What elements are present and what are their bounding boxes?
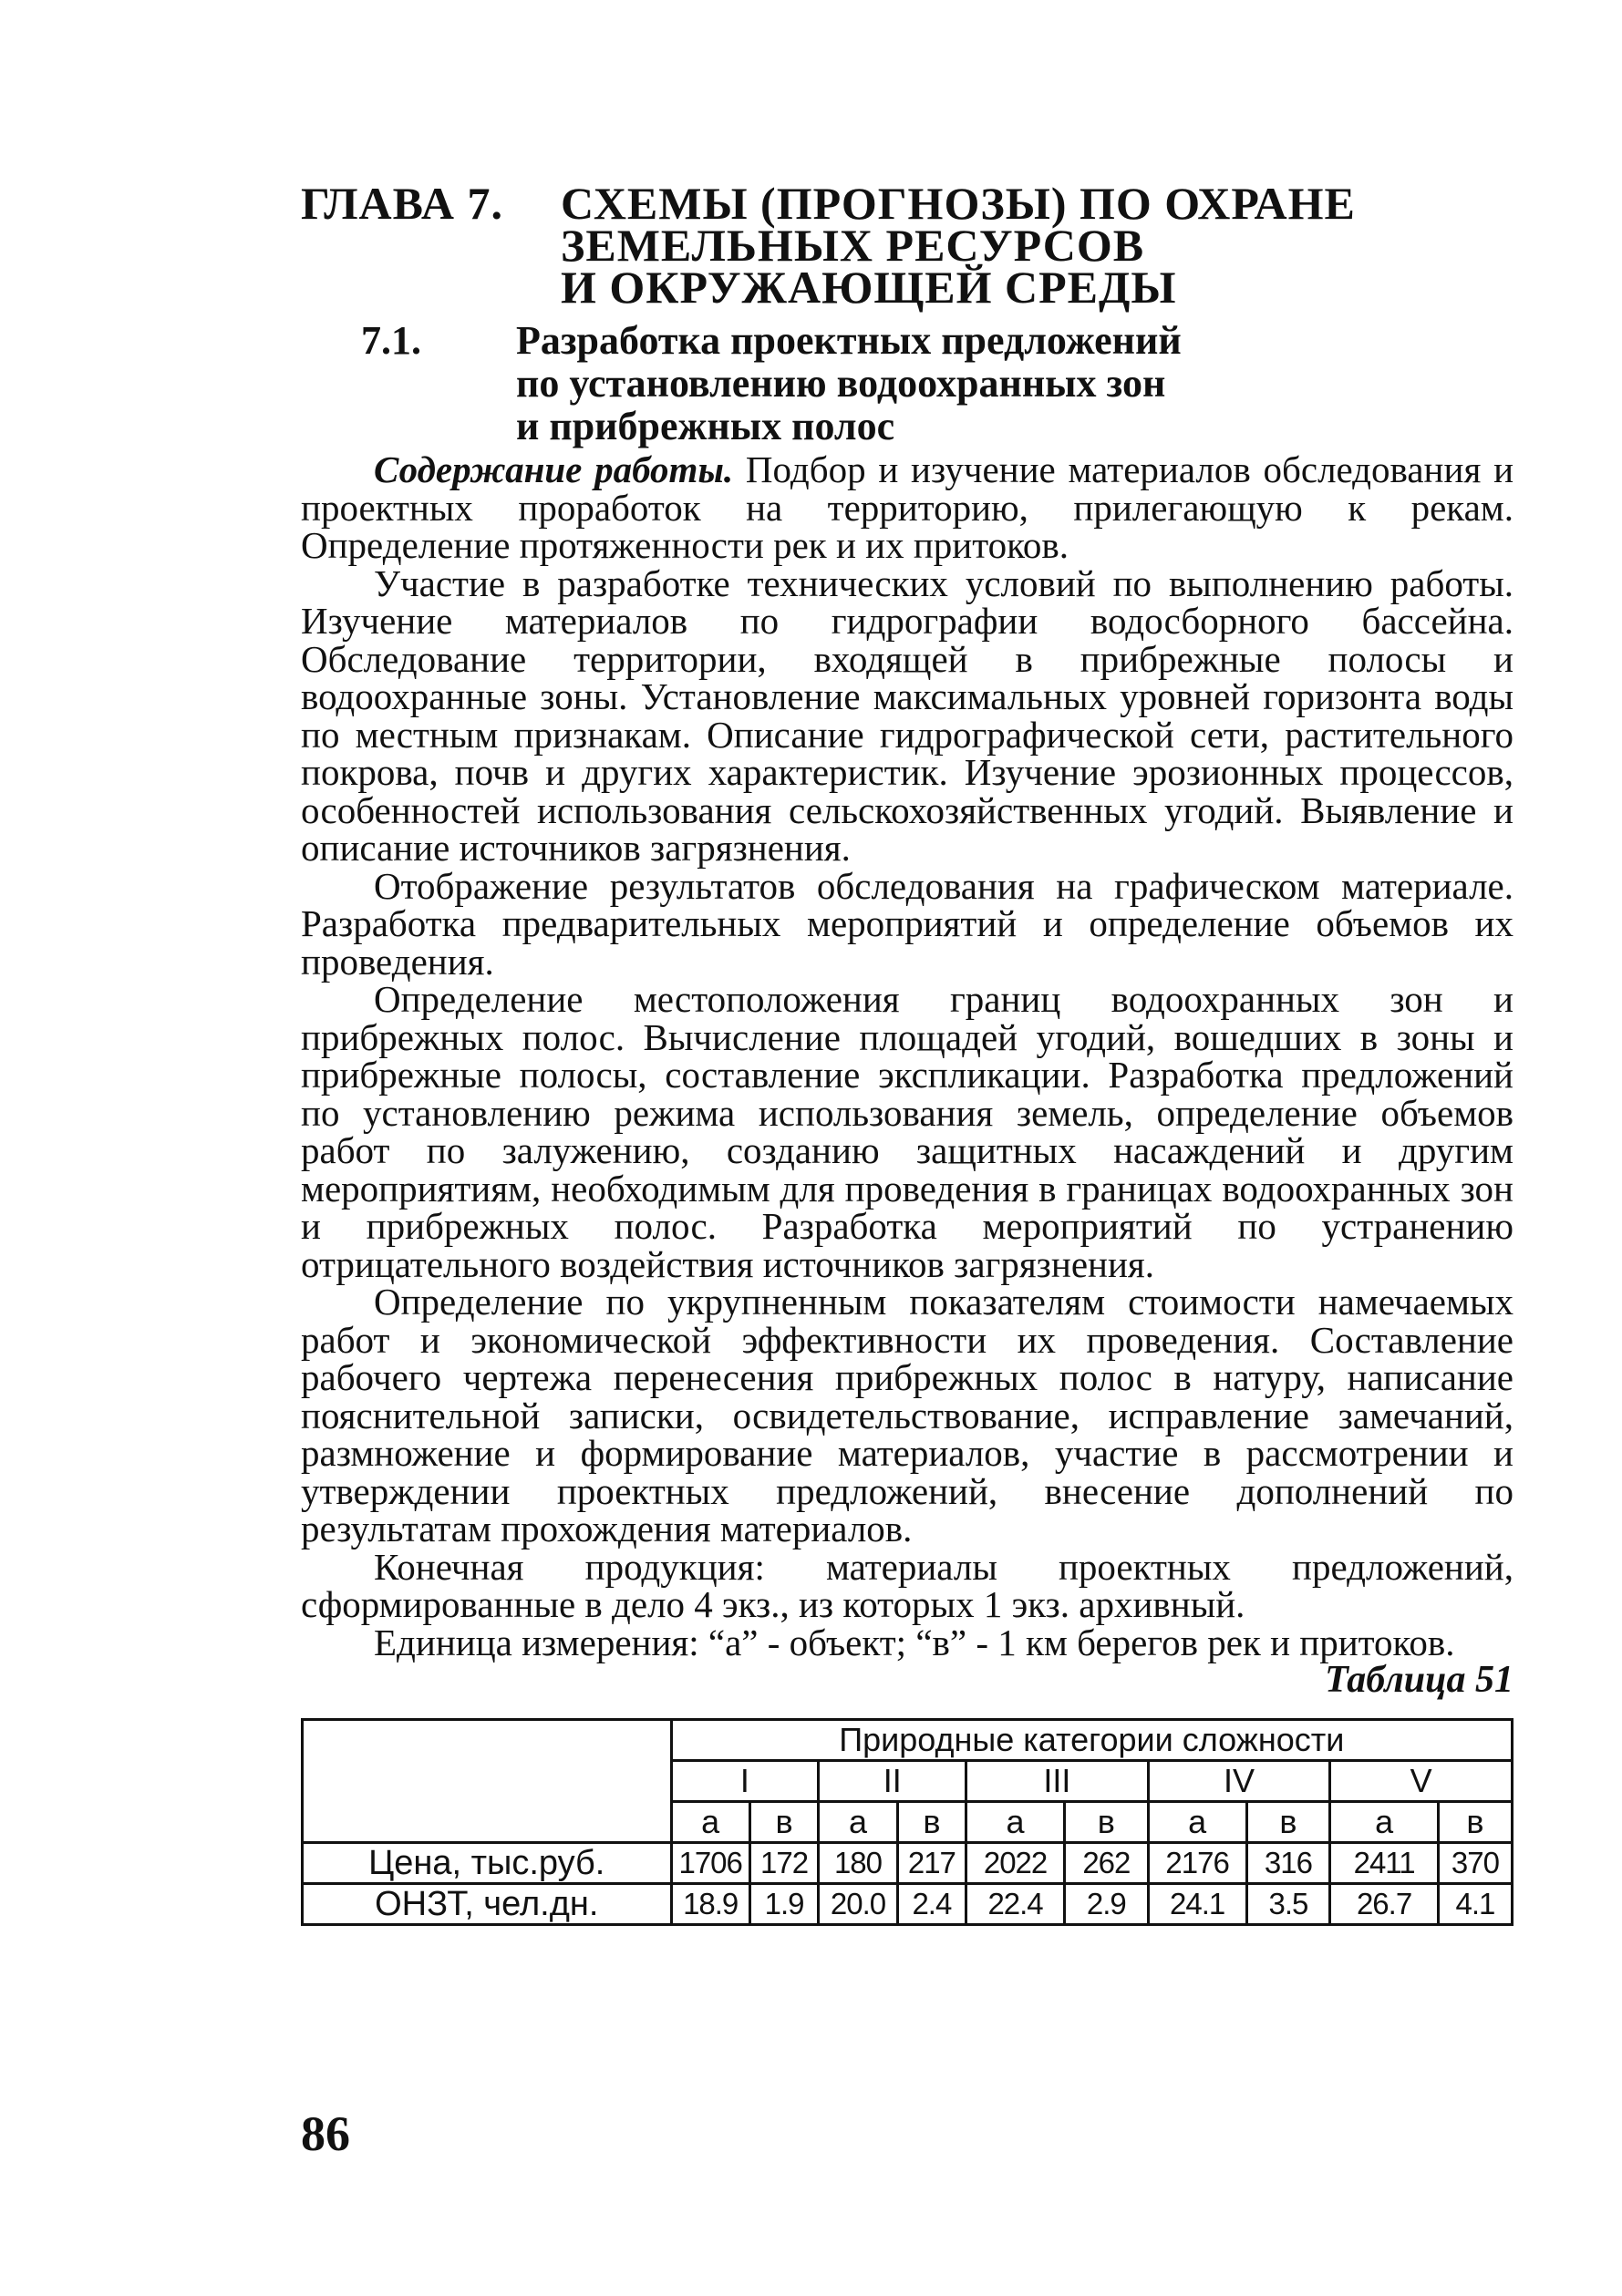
section-number: 7.1. <box>361 318 421 363</box>
page-number: 86 <box>301 2106 350 2161</box>
table-cell: 3.5 <box>1246 1884 1330 1925</box>
sub-header: а <box>1148 1802 1246 1843</box>
table-cell: 316 <box>1246 1843 1330 1884</box>
paragraph <box>301 448 1514 566</box>
table-cell: 2176 <box>1148 1843 1246 1884</box>
body-text <box>301 448 1514 1663</box>
paragraph: Единица измерения: “а” - объект; “в” - 1 км берегов рек и притоков. <box>374 1621 1455 1663</box>
table-cell: 18.9 <box>671 1884 749 1925</box>
table-cell: 172 <box>749 1843 819 1884</box>
paragraph: Определение местоположения границ водоохранных зон и прибрежных полос. Вычисление площадей угодий, вошедших в зоны и прибрежные полосы, составление экспликации. Разработка предложений по установлению режима использования земель, определение объемов работ по залужению, созданию защитных насаждений и другим мероприятиям, необходимым для проведения в границах водоохранных зон и прибрежных полос. Разработка мероприятий по устранению отрицательного воздействия источников загрязнения. <box>301 978 1514 1285</box>
section-title-line: по установлению водоохранных зон <box>516 361 1166 406</box>
sub-header: в <box>897 1802 966 1843</box>
table-cell: 22.4 <box>966 1884 1065 1925</box>
table-cell: 24.1 <box>1148 1884 1246 1925</box>
category-header: I <box>671 1761 819 1802</box>
sub-header: а <box>671 1802 749 1843</box>
group-header: Природные категории сложности <box>671 1720 1512 1761</box>
table-row <box>303 1884 1513 1925</box>
table-caption: Таблица 51 <box>1325 1659 1514 1701</box>
chapter-title-line: ЗЕМЕЛЬНЫХ РЕСУРСОВ <box>561 220 1145 271</box>
category-header: III <box>966 1761 1149 1802</box>
table-cell: 180 <box>819 1843 897 1884</box>
sub-header: а <box>1330 1802 1439 1843</box>
table-cell: 370 <box>1438 1843 1512 1884</box>
table-cell: 1706 <box>671 1843 749 1884</box>
page <box>301 178 1514 1926</box>
table-cell: 2022 <box>966 1843 1065 1884</box>
table-cell: 1.9 <box>749 1884 819 1925</box>
category-header: II <box>819 1761 966 1802</box>
section-heading <box>301 319 1514 448</box>
table-cell: 20.0 <box>819 1884 897 1925</box>
paragraph: Конечная продукция: материалы проектных предложений, сформированные в дело 4 экз., из которых 1 экз. архивный. <box>301 1545 1514 1625</box>
table-header-row <box>303 1720 1513 1761</box>
chapter-title-line: СХЕМЫ (ПРОГНОЗЫ) ПО ОХРАНЕ <box>561 178 1356 229</box>
sub-header: а <box>819 1802 897 1843</box>
category-header: IV <box>1148 1761 1330 1802</box>
chapter-heading <box>301 178 1514 313</box>
table-corner-cell <box>303 1720 672 1843</box>
chapter-title-line: И ОКРУЖАЮЩЕЙ СРЕДЫ <box>561 262 1177 313</box>
section-title-line: Разработка проектных предложений <box>516 318 1182 363</box>
sub-header: в <box>1246 1802 1330 1843</box>
sub-header: в <box>1438 1802 1512 1843</box>
sub-header: в <box>1065 1802 1149 1843</box>
table-cell: 2.9 <box>1065 1884 1149 1925</box>
price-table <box>301 1718 1514 1926</box>
section-title <box>516 319 1514 448</box>
paragraph: Участие в разработке технических условий по выполнению работы. Изучение материалов по гидрографии водосборного бассейна. Обследование территории, входящей в прибрежные полосы и водоохранные зоны. Установление максимальных уровней горизонта воды по местным признакам. Описание гидрографической сети, растительного покрова, почв и других характеристик. Изучение эрозионных процессов, особенностей использования сельскохозяйственных угодий. Выявление и описание источников загрязнения. <box>301 561 1514 869</box>
table-cell: 2411 <box>1330 1843 1439 1884</box>
lead-phrase: Содержание работы. <box>374 448 734 490</box>
row-label: Цена, тыс.руб. <box>303 1843 672 1884</box>
table-row <box>303 1843 1513 1884</box>
section-title-line: и прибрежных полос <box>516 404 895 448</box>
table-caption-row <box>301 1659 1514 1701</box>
sub-header: в <box>749 1802 819 1843</box>
table-cell: 2.4 <box>897 1884 966 1925</box>
row-label: ОНЗТ, чел.дн. <box>303 1884 672 1925</box>
table-cell: 4.1 <box>1438 1884 1512 1925</box>
paragraph: Отображение результатов обследования на графическом материале. Разработка предварительных мероприятий и определение объемов их проведения. <box>301 864 1514 983</box>
chapter-number: ГЛАВА 7. <box>301 178 503 229</box>
chapter-title <box>561 178 1514 313</box>
paragraph-text: Подбор и изучение материалов обследования и проектных проработок на территорию, прилегающую к рекам. Определение протяженности рек и их притоков. <box>301 448 1514 566</box>
category-header: V <box>1330 1761 1513 1802</box>
table-cell: 262 <box>1065 1843 1149 1884</box>
sub-header: а <box>966 1802 1065 1843</box>
table-cell: 26.7 <box>1330 1884 1439 1925</box>
paragraph: Определение по укрупненным показателям стоимости намечаемых работ и экономической эффективности их проведения. Составление рабочего чертежа перенесения прибрежных полос в натуру, написание пояснительной записки, освидетельствование, исправление замечаний, размножение и формирование материалов, участие в рассмотрении и утверждении проектных предложений, внесение дополнений по результатам прохождения материалов. <box>301 1281 1514 1550</box>
table-cell: 217 <box>897 1843 966 1884</box>
